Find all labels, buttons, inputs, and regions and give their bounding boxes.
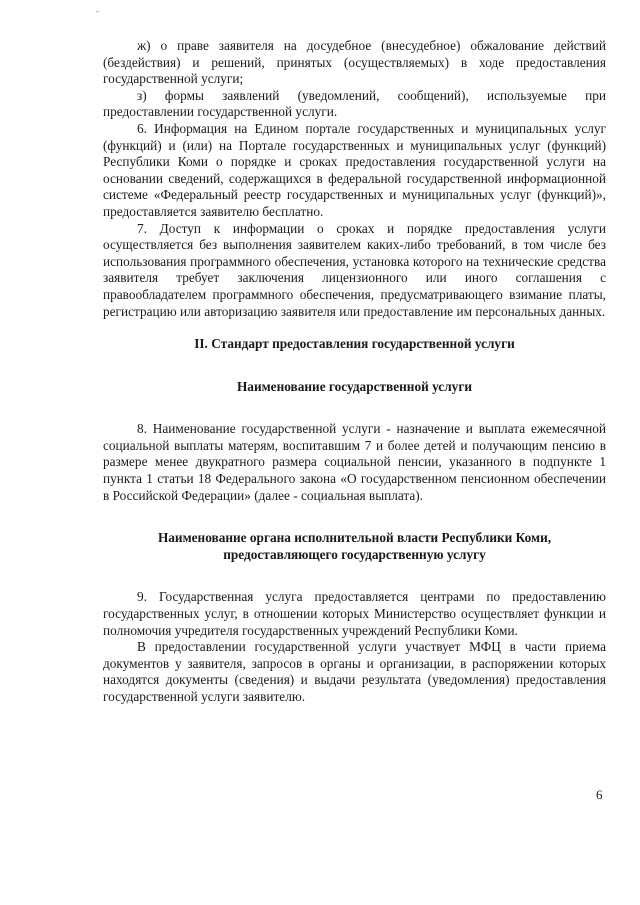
subsection-heading-authority-line2: предоставляющего государственную услугу bbox=[223, 546, 486, 562]
paragraph-zh: ж) о праве заявителя на досудебное (внесудебное) обжалование действий (бездействия) и решений, принятых (осуществляемых) в ходе предоставления государственной услуги; bbox=[103, 38, 606, 87]
paragraph-7: 7. Доступ к информации о сроках и порядке предоставления услуги осуществляется без выполнения заявителем каких-либо требований, в том числе без использования программного обеспечения, установка которого на технические средства заявителя требует заключения лицензионного или иного соглашения с правообладателем программного обеспечения, предусматривающего взимание платы, регистрацию или авторизацию заявителя или предоставление им персональных данных. bbox=[103, 220, 606, 319]
document-body bbox=[103, 38, 606, 706]
paragraph-9b: В предоставлении государственной услуги участвует МФЦ в части приема документов у заявителя, запросов в органы и организации, в распоряжении которых находятся документы (сведения) и выдачи результата (уведомления) предоставления государственной услуги заявителю. bbox=[103, 639, 606, 704]
paragraph-9: 9. Государственная услуга предоставляется центрами по предоставлению государственных услуг, в отношении которых Министерство осуществляет функции и полномочия учредителя государственных учреждений Республики Коми. bbox=[103, 589, 606, 638]
subsection-heading-service-name: Наименование государственной услуги bbox=[236, 378, 473, 394]
page-number: 6 bbox=[596, 787, 603, 802]
paragraph-8: 8. Наименование государственной услуги - назначение и выплата ежемесячной социальной выплаты матерям, воспитавшим 7 и более детей и получающим пенсию в размере менее двукратного размера социальной пенсии, указанного в подпункте 1 пункта 1 статьи 18 Федерального закона «О государственном пенсионном обеспечении в Российской Федерации» (далее - социальная выплата). bbox=[103, 421, 606, 503]
paragraph-z: з) формы заявлений (уведомлений, сообщений), используемые при предоставлении государственной услуги. bbox=[103, 87, 606, 120]
paragraph-6: 6. Информация на Едином портале государственных и муниципальных услуг (функций) и (или) на Портале государственных и муниципальных услуг (функций) Республики Коми о порядке и сроках предоставления государственной услуги на основании сведений, содержащихся в федеральной государственной информационной системе «Федеральный реестр государственных и муниципальных услуг (функций)», предоставляется заявителю бесплатно. bbox=[103, 120, 606, 219]
subsection-heading-authority-line1: Наименование органа исполнительной власти Республики Коми, bbox=[157, 530, 552, 546]
section-heading: II. Стандарт предоставления государственной услуги bbox=[194, 336, 515, 352]
corner-mark: - bbox=[96, 6, 99, 16]
